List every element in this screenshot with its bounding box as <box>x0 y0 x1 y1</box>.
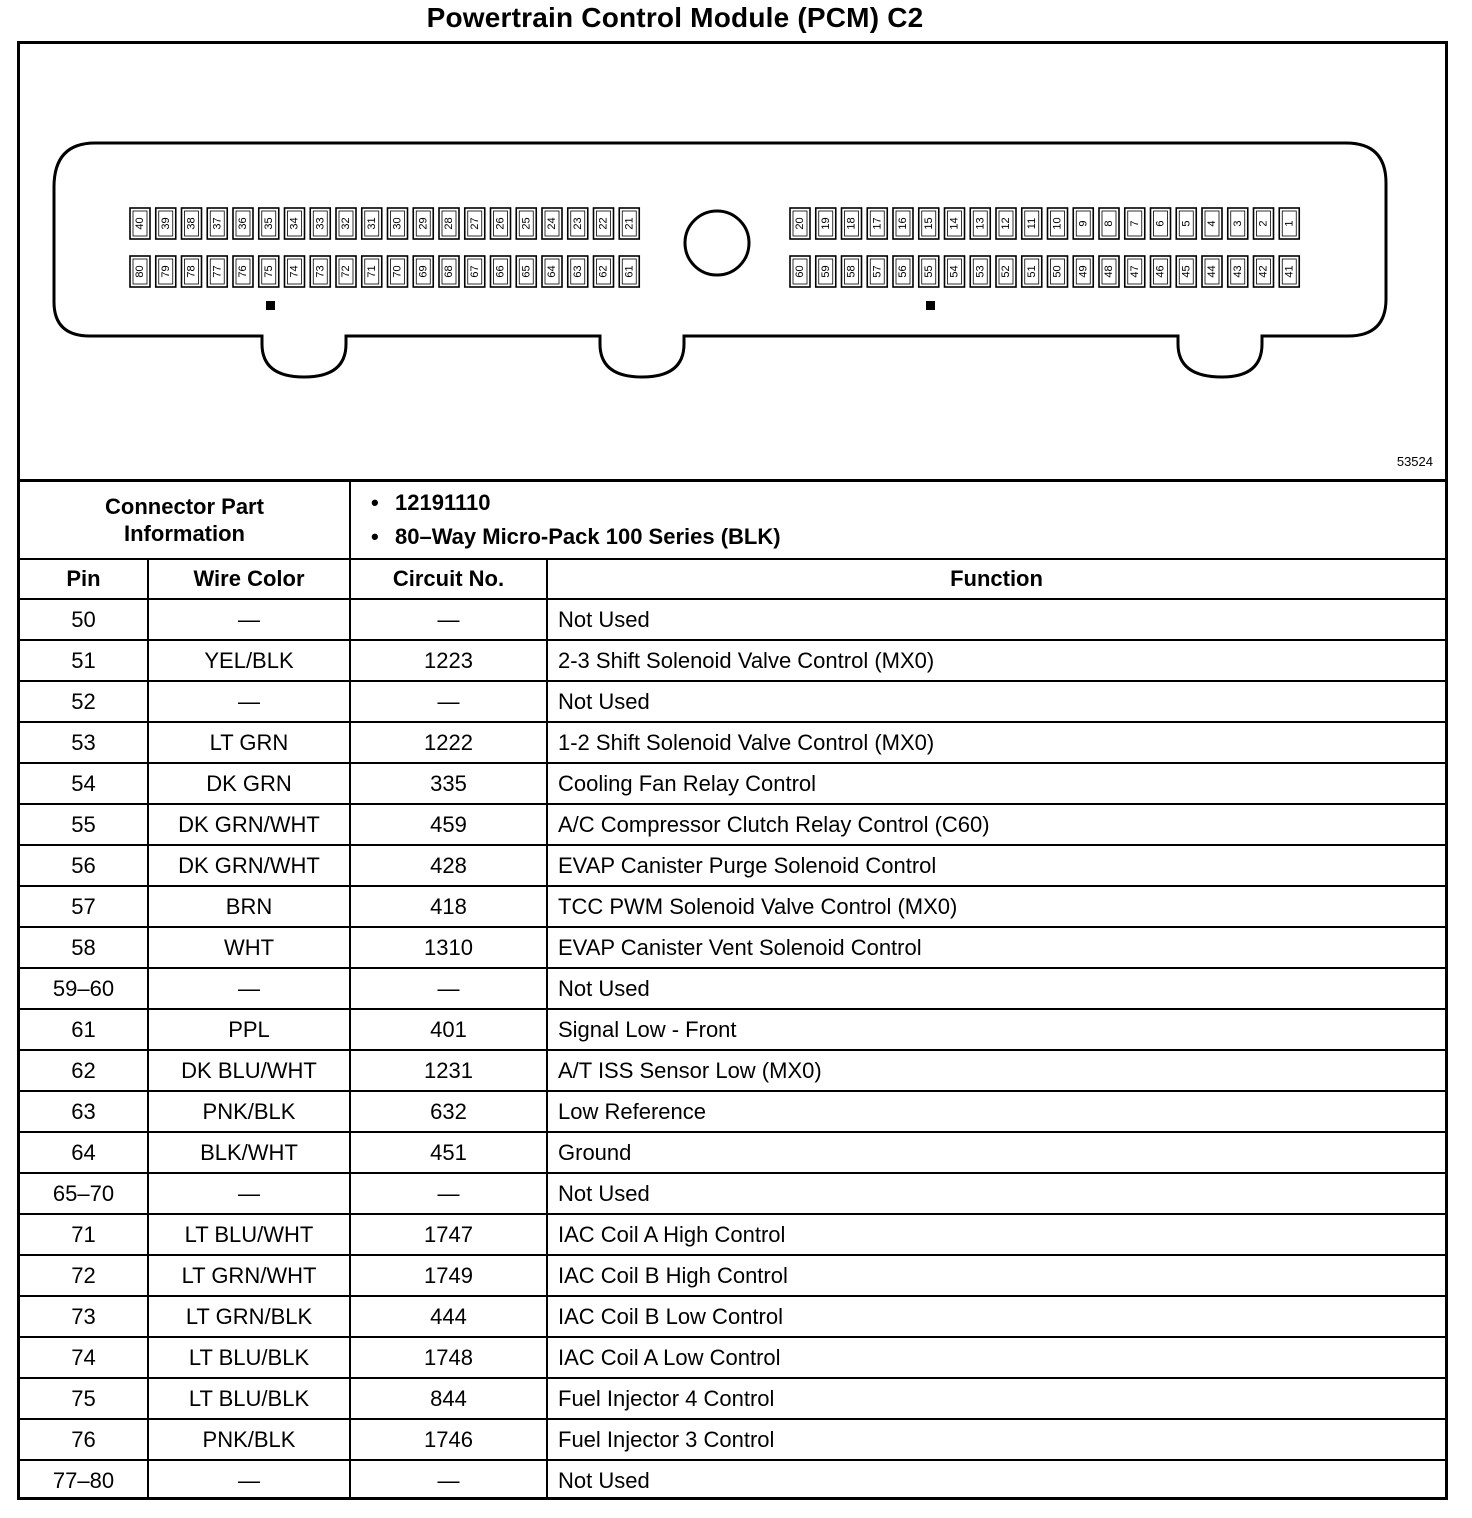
pin-number-label: 34 <box>288 217 301 230</box>
circuit-no-cell: 1748 <box>350 1337 547 1378</box>
circuit-no-cell: 444 <box>350 1296 547 1337</box>
pin-number-label: 63 <box>571 265 584 278</box>
pin-cavity <box>362 208 382 239</box>
pin-cavity <box>465 208 485 239</box>
table-row <box>20 1050 1445 1091</box>
function-cell: Ground <box>547 1132 1445 1173</box>
table-row <box>20 1296 1445 1337</box>
connector-frame <box>17 41 1448 1500</box>
pin-cavity <box>945 256 965 287</box>
function-cell: IAC Coil B Low Control <box>547 1296 1445 1337</box>
pin-cavity <box>130 256 150 287</box>
table-row <box>20 968 1445 1009</box>
circuit-no-cell: 401 <box>350 1009 547 1050</box>
pin-cavity <box>156 256 176 287</box>
table-row <box>20 1091 1445 1132</box>
pin-number-label: 2 <box>1257 220 1270 227</box>
pin-number-label: 77 <box>211 265 224 278</box>
pin-cell: 54 <box>20 763 148 804</box>
function-cell: Not Used <box>547 1460 1445 1500</box>
pin-cavity <box>842 208 862 239</box>
pin-number-label: 39 <box>159 217 172 230</box>
table-row <box>20 1214 1445 1255</box>
pin-cavity <box>867 256 887 287</box>
pin-number-label: 67 <box>468 265 481 278</box>
pin-number-label: 69 <box>417 265 430 278</box>
pin-cavity <box>1279 256 1299 287</box>
col-header-pin: Pin <box>20 559 148 599</box>
pin-number-label: 11 <box>1025 217 1038 230</box>
wire-color-cell: PPL <box>148 1009 350 1050</box>
pin-cavity <box>893 256 913 287</box>
pin-cavity <box>156 208 176 239</box>
pin-cavity <box>568 208 588 239</box>
pin-number-label: 74 <box>288 265 301 278</box>
pin-number-label: 45 <box>1180 265 1193 278</box>
pin-number-label: 76 <box>237 265 249 278</box>
pin-number-label: 26 <box>494 217 507 230</box>
pin-cavity <box>310 256 330 287</box>
table-row <box>20 927 1445 968</box>
function-cell: Not Used <box>547 681 1445 722</box>
function-cell: Fuel Injector 3 Control <box>547 1419 1445 1460</box>
table-row <box>20 640 1445 681</box>
pin-number-label: 24 <box>546 217 558 230</box>
pin-cavity <box>1202 256 1222 287</box>
pin-cavity <box>182 208 202 239</box>
circuit-no-cell: 1223 <box>350 640 547 681</box>
circuit-no-cell: 459 <box>350 804 547 845</box>
pinout-table <box>20 482 1445 1500</box>
function-cell: 1-2 Shift Solenoid Valve Control (MX0) <box>547 722 1445 763</box>
function-cell: 2-3 Shift Solenoid Valve Control (MX0) <box>547 640 1445 681</box>
pin-cavity <box>491 208 511 239</box>
function-cell: Fuel Injector 4 Control <box>547 1378 1445 1419</box>
pin-cavity <box>182 256 202 287</box>
function-cell: IAC Coil A High Control <box>547 1214 1445 1255</box>
pin-cavity <box>491 256 511 287</box>
wire-color-cell: — <box>148 1460 350 1500</box>
pin-number-label: 6 <box>1154 220 1167 227</box>
pin-cell: 50 <box>20 599 148 640</box>
circuit-no-cell: 844 <box>350 1378 547 1419</box>
pin-number-label: 29 <box>417 217 430 230</box>
pin-cell: 71 <box>20 1214 148 1255</box>
pin-number-label: 38 <box>185 217 198 230</box>
pin-number-label: 22 <box>597 217 610 230</box>
pin-cavity <box>259 208 279 239</box>
pin-number-label: 30 <box>391 217 404 230</box>
pin-cell: 51 <box>20 640 148 681</box>
pin-cavity <box>945 208 965 239</box>
pin-number-label: 4 <box>1206 220 1218 227</box>
function-cell: EVAP Canister Purge Solenoid Control <box>547 845 1445 886</box>
pin-cavity <box>790 208 810 239</box>
pin-number-label: 23 <box>571 217 584 230</box>
pin-cavity <box>413 256 433 287</box>
pin-cavity <box>285 256 305 287</box>
pin-cavity <box>413 208 433 239</box>
circuit-no-cell: 1747 <box>350 1214 547 1255</box>
wire-color-cell: LT GRN/WHT <box>148 1255 350 1296</box>
pin-number-label: 37 <box>211 217 224 230</box>
wire-color-cell: DK GRN/WHT <box>148 804 350 845</box>
table-header-row <box>20 559 1445 599</box>
pin-cavity <box>233 208 253 239</box>
pin-number-label: 15 <box>922 217 935 230</box>
pin-cavity <box>1125 208 1145 239</box>
pin-cavity <box>1048 256 1068 287</box>
pin-cavity <box>362 256 382 287</box>
wire-color-cell: LT GRN/BLK <box>148 1296 350 1337</box>
pin-number-label: 61 <box>623 265 636 278</box>
col-header-circuit-no: Circuit No. <box>350 559 547 599</box>
pin-number-label: 7 <box>1128 220 1141 227</box>
pin-number-label: 19 <box>819 217 832 230</box>
pin-cavity <box>1254 256 1274 287</box>
pin-number-label: 33 <box>314 217 327 230</box>
col-header-wire-color: Wire Color <box>148 559 350 599</box>
table-row <box>20 1255 1445 1296</box>
pin-cavity <box>130 208 150 239</box>
pin-55-marker <box>926 301 935 310</box>
pin-number-label: 68 <box>443 265 455 278</box>
pin-number-label: 50 <box>1051 265 1064 278</box>
pin-cell: 65–70 <box>20 1173 148 1214</box>
wire-color-cell: DK BLU/WHT <box>148 1050 350 1091</box>
pin-number-label: 57 <box>871 265 884 278</box>
wire-color-cell: — <box>148 968 350 1009</box>
pin-number-label: 20 <box>794 217 806 230</box>
function-cell: Low Reference <box>547 1091 1445 1132</box>
pin-cavity <box>970 208 990 239</box>
wire-color-cell: — <box>148 681 350 722</box>
center-alignment-hole <box>685 211 749 275</box>
function-cell: Not Used <box>547 599 1445 640</box>
function-cell: IAC Coil A Low Control <box>547 1337 1445 1378</box>
pin-number-label: 1 <box>1283 220 1296 227</box>
function-cell: EVAP Canister Vent Solenoid Control <box>547 927 1445 968</box>
pin-cavity <box>310 208 330 239</box>
pin-cell: 73 <box>20 1296 148 1337</box>
pin-number-label: 79 <box>159 265 172 278</box>
pin-cell: 53 <box>20 722 148 763</box>
wire-color-cell: YEL/BLK <box>148 640 350 681</box>
pin-cavity <box>336 256 356 287</box>
pin-number-label: 72 <box>340 265 352 278</box>
table-row <box>20 845 1445 886</box>
connector-diagram <box>20 44 1445 482</box>
pin-cavity <box>1279 208 1299 239</box>
circuit-no-cell: 335 <box>350 763 547 804</box>
pin-cavity <box>1176 256 1196 287</box>
pin-number-label: 8 <box>1103 220 1115 227</box>
pin-cavity <box>336 208 356 239</box>
wire-color-cell: LT BLU/WHT <box>148 1214 350 1255</box>
wire-color-cell: BRN <box>148 886 350 927</box>
function-cell: Not Used <box>547 1173 1445 1214</box>
pin-cavity <box>1099 208 1119 239</box>
pin-number-label: 62 <box>597 265 610 278</box>
pin-cavity <box>516 208 536 239</box>
pin-cavity <box>1202 208 1222 239</box>
pin-cavity <box>1151 208 1171 239</box>
pin-number-label: 44 <box>1206 265 1218 278</box>
connector-description: • 80–Way Micro-Pack 100 Series (BLK) <box>395 520 1445 554</box>
pin-cell: 64 <box>20 1132 148 1173</box>
circuit-no-cell: 1231 <box>350 1050 547 1091</box>
figure-number: 53524 <box>1396 454 1433 469</box>
pin-cavity <box>619 256 639 287</box>
pin-number-label: 36 <box>237 217 249 230</box>
pin-number-label: 59 <box>819 265 832 278</box>
pin-cavity <box>970 256 990 287</box>
table-row <box>20 763 1445 804</box>
pin-cell: 75 <box>20 1378 148 1419</box>
pin-cavity <box>1073 208 1093 239</box>
pin-cavity <box>594 208 614 239</box>
pin-cell: 58 <box>20 927 148 968</box>
table-row <box>20 1460 1445 1500</box>
part-number: • 12191110 <box>395 486 1445 520</box>
wire-color-cell: LT BLU/BLK <box>148 1337 350 1378</box>
pin-cavity <box>1151 256 1171 287</box>
pin-number-label: 27 <box>468 217 481 230</box>
pin-cavity <box>619 208 639 239</box>
pin-cavity <box>816 256 836 287</box>
function-cell: TCC PWM Solenoid Valve Control (MX0) <box>547 886 1445 927</box>
pin-number-label: 75 <box>262 265 275 278</box>
table-row <box>20 1009 1445 1050</box>
pin-number-label: 52 <box>1000 265 1012 278</box>
circuit-no-cell: 632 <box>350 1091 547 1132</box>
pin-number-label: 3 <box>1231 220 1244 227</box>
circuit-no-cell: — <box>350 599 547 640</box>
pin-cavity <box>867 208 887 239</box>
pin-number-label: 58 <box>845 265 858 278</box>
pin-cavity <box>465 256 485 287</box>
pin-cell: 55 <box>20 804 148 845</box>
circuit-no-cell: — <box>350 681 547 722</box>
pin-cavity <box>919 208 939 239</box>
pin-number-label: 32 <box>340 217 352 230</box>
wire-color-cell: BLK/WHT <box>148 1132 350 1173</box>
function-cell: Not Used <box>547 968 1445 1009</box>
function-cell: A/C Compressor Clutch Relay Control (C60) <box>547 804 1445 845</box>
pin-75-marker <box>266 301 275 310</box>
pin-cell: 76 <box>20 1419 148 1460</box>
pin-cavity <box>1228 208 1248 239</box>
pin-cell: 63 <box>20 1091 148 1132</box>
pin-cavity <box>893 208 913 239</box>
wire-color-cell: LT BLU/BLK <box>148 1378 350 1419</box>
wire-color-cell: PNK/BLK <box>148 1091 350 1132</box>
pin-number-label: 55 <box>922 265 935 278</box>
pin-cavity <box>996 208 1016 239</box>
table-row <box>20 886 1445 927</box>
pin-number-label: 60 <box>794 265 806 278</box>
pin-cavity <box>568 256 588 287</box>
pin-cavity <box>1228 256 1248 287</box>
table-row <box>20 1378 1445 1419</box>
pin-cavity <box>1048 208 1068 239</box>
pin-cavity <box>842 256 862 287</box>
pin-cavity <box>259 256 279 287</box>
function-cell: Cooling Fan Relay Control <box>547 763 1445 804</box>
pin-cell: 56 <box>20 845 148 886</box>
pin-cavity <box>1176 208 1196 239</box>
page-title: Powertrain Control Module (PCM) C2 <box>426 2 924 33</box>
pin-cell: 61 <box>20 1009 148 1050</box>
wire-color-cell: PNK/BLK <box>148 1419 350 1460</box>
pin-number-label: 16 <box>897 217 909 230</box>
connector-info-label: Connector Part Information <box>20 482 350 559</box>
pin-cavity <box>1125 256 1145 287</box>
pin-number-label: 42 <box>1257 265 1270 278</box>
pin-cell: 77–80 <box>20 1460 148 1500</box>
pin-number-label: 21 <box>623 217 636 230</box>
circuit-no-cell: 418 <box>350 886 547 927</box>
pin-number-label: 12 <box>1000 217 1012 230</box>
table-row <box>20 722 1445 763</box>
circuit-no-cell: 428 <box>350 845 547 886</box>
connector-info-row <box>20 482 1445 559</box>
pin-number-label: 51 <box>1025 265 1038 278</box>
table-row <box>20 1132 1445 1173</box>
pin-number-label: 40 <box>134 217 146 230</box>
pin-cavity <box>542 208 562 239</box>
pin-number-label: 56 <box>897 265 909 278</box>
pin-cavity <box>1099 256 1119 287</box>
pin-number-label: 66 <box>494 265 507 278</box>
pin-number-label: 47 <box>1128 265 1141 278</box>
circuit-no-cell: 1222 <box>350 722 547 763</box>
table-row <box>20 599 1445 640</box>
wire-color-cell: DK GRN <box>148 763 350 804</box>
pin-cavity <box>207 256 227 287</box>
pin-cavity <box>388 256 408 287</box>
circuit-no-cell: 451 <box>350 1132 547 1173</box>
wire-color-cell: — <box>148 599 350 640</box>
pin-cavity <box>516 256 536 287</box>
pin-number-label: 35 <box>262 217 275 230</box>
circuit-no-cell: 1746 <box>350 1419 547 1460</box>
pin-number-label: 65 <box>520 265 533 278</box>
function-cell: IAC Coil B High Control <box>547 1255 1445 1296</box>
pin-number-label: 25 <box>520 217 533 230</box>
pin-cavity <box>1073 256 1093 287</box>
pin-number-label: 80 <box>134 265 146 278</box>
pin-number-label: 48 <box>1103 265 1115 278</box>
circuit-no-cell: 1310 <box>350 927 547 968</box>
wire-color-cell: — <box>148 1173 350 1214</box>
table-row <box>20 1419 1445 1460</box>
circuit-no-cell: — <box>350 968 547 1009</box>
pin-number-label: 10 <box>1051 217 1064 230</box>
wire-color-cell: DK GRN/WHT <box>148 845 350 886</box>
circuit-no-cell: — <box>350 1460 547 1500</box>
pin-cavity <box>439 208 459 239</box>
pin-cavity <box>790 256 810 287</box>
pin-cavity <box>816 208 836 239</box>
pin-cavity <box>439 256 459 287</box>
pin-cavity <box>594 256 614 287</box>
pin-number-label: 5 <box>1180 220 1193 227</box>
pin-number-label: 41 <box>1283 265 1296 278</box>
pin-cell: 57 <box>20 886 148 927</box>
pin-number-label: 64 <box>546 265 558 278</box>
circuit-no-cell: — <box>350 1173 547 1214</box>
col-header-function: Function <box>547 559 1445 599</box>
pin-cavity <box>207 208 227 239</box>
pin-number-label: 49 <box>1077 265 1090 278</box>
pin-cavity <box>996 256 1016 287</box>
pin-number-label: 46 <box>1154 265 1167 278</box>
pin-number-label: 13 <box>974 217 987 230</box>
pin-number-label: 9 <box>1077 220 1090 227</box>
function-cell: A/T ISS Sensor Low (MX0) <box>547 1050 1445 1091</box>
pin-number-label: 78 <box>185 265 198 278</box>
pin-cell: 74 <box>20 1337 148 1378</box>
pin-cavity <box>285 208 305 239</box>
pin-cell: 72 <box>20 1255 148 1296</box>
pin-number-label: 43 <box>1231 265 1244 278</box>
pin-cavity <box>1022 256 1042 287</box>
table-row <box>20 1337 1445 1378</box>
pin-cavity <box>233 256 253 287</box>
connector-info-values <box>350 482 1445 559</box>
pin-cell: 52 <box>20 681 148 722</box>
pin-number-label: 31 <box>365 217 378 230</box>
wire-color-cell: WHT <box>148 927 350 968</box>
pin-number-label: 53 <box>974 265 987 278</box>
pin-number-label: 71 <box>365 265 378 278</box>
pin-cavity <box>542 256 562 287</box>
connector-face-drawing <box>20 44 1445 479</box>
pin-cavity <box>919 256 939 287</box>
pin-number-label: 70 <box>391 265 404 278</box>
pin-number-label: 14 <box>948 217 961 230</box>
pin-number-label: 73 <box>314 265 327 278</box>
connector-outline <box>54 143 1386 377</box>
wire-color-cell: LT GRN <box>148 722 350 763</box>
table-row <box>20 1173 1445 1214</box>
circuit-no-cell: 1749 <box>350 1255 547 1296</box>
function-cell: Signal Low - Front <box>547 1009 1445 1050</box>
pin-cell: 59–60 <box>20 968 148 1009</box>
pin-cell: 62 <box>20 1050 148 1091</box>
pin-cavity <box>1254 208 1274 239</box>
pin-number-label: 28 <box>443 217 455 230</box>
table-row <box>20 681 1445 722</box>
pin-number-label: 17 <box>871 217 884 230</box>
pin-number-label: 18 <box>845 217 858 230</box>
table-row <box>20 804 1445 845</box>
pin-cavity <box>388 208 408 239</box>
pin-cavity <box>1022 208 1042 239</box>
pin-number-label: 54 <box>948 265 961 278</box>
